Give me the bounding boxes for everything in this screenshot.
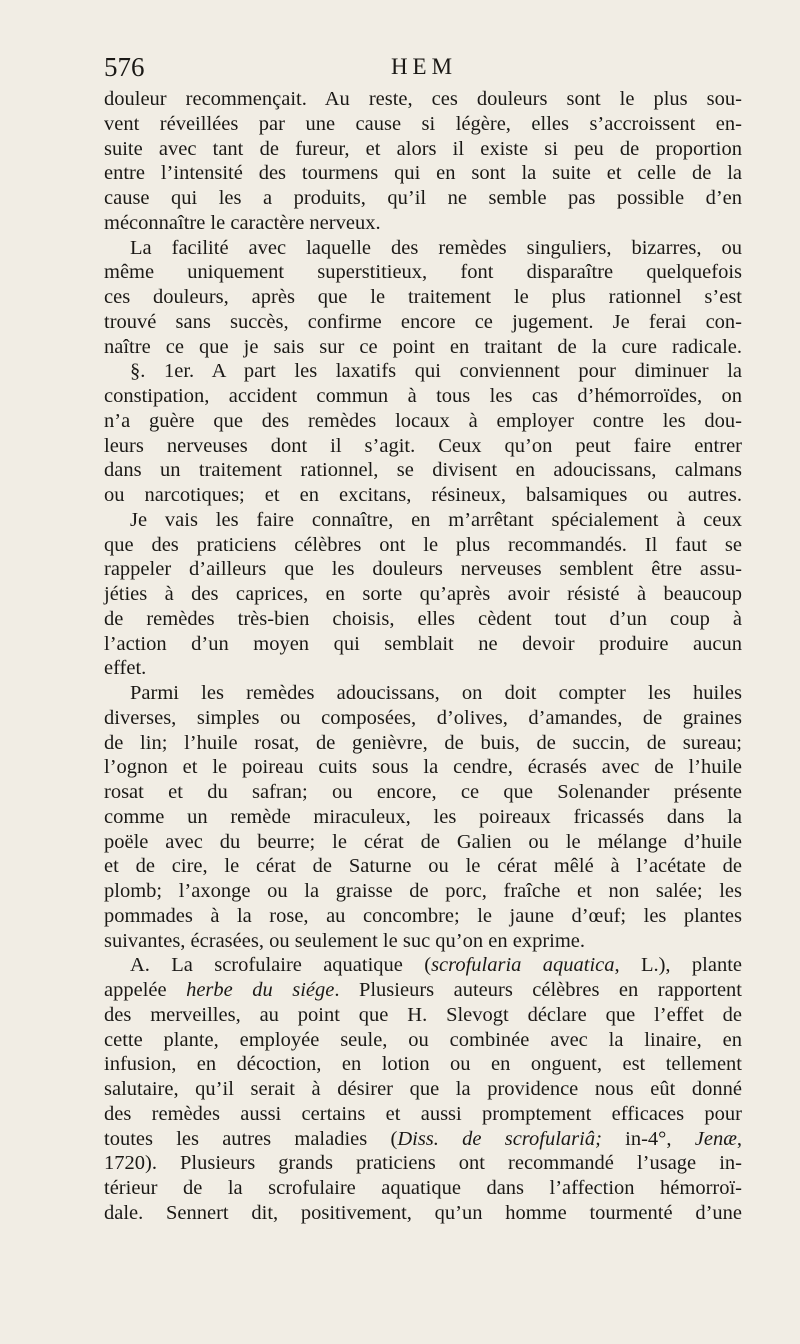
text-line — [104, 780, 742, 805]
text-segment: poële avec du beurre; le cérat de Galien ou le mélange d’huile — [104, 830, 742, 853]
text-line — [104, 285, 742, 310]
text-line — [104, 557, 742, 582]
text-segment: l’ognon et le poireau cuits sous la cendre, écrasés avec de l’huile — [104, 756, 742, 779]
text-segment: de lin; l’huile rosat, de genièvre, de buis, de succin, de sureau; — [104, 731, 742, 754]
text-segment: ou narcotiques; et en excitans, résineux, balsamiques ou autres. — [104, 484, 742, 506]
text-segment: . Plusieurs auteurs célèbres en rapportent — [334, 979, 742, 1001]
text-line — [104, 1028, 742, 1053]
text-segment: trouvé sans succès, confirme encore ce jugement. Je ferai con- — [104, 310, 742, 333]
body-text — [104, 87, 742, 1226]
text-segment: leurs nerveuses dont il s’agit. Ceux qu’on peut faire entrer — [104, 434, 742, 457]
text-segment: rosat et du safran; ou encore, ce que Solenander présente — [104, 781, 742, 803]
text-segment: plomb; l’axonge ou la graisse de porc, fraîche et non salée; les — [104, 880, 742, 902]
text-line — [104, 1003, 742, 1028]
text-segment: vent réveillées par une cause si légère, elles s’accroissent en- — [104, 112, 742, 135]
text-segment: appelée — [104, 979, 187, 1001]
text-line — [104, 1102, 742, 1127]
text-line — [104, 384, 742, 409]
text-segment: La facilité avec laquelle des remèdes singuliers, bizarres, ou — [130, 236, 742, 259]
text-segment: salutaire, qu’il serait à désirer que la providence nous eût donné — [104, 1078, 742, 1100]
text-segment: suite avec tant de fureur, et alors il existe si peu de proportion — [104, 137, 742, 160]
text-segment: pommades à la rose, au concombre; le jaune d’œuf; les plantes — [104, 904, 742, 927]
text-segment: A. La scrofulaire aquatique ( — [130, 954, 432, 977]
text-segment: infusion, en décoction, en lotion ou en onguent, est tellement — [104, 1053, 742, 1076]
text-line — [104, 409, 742, 434]
text-line — [104, 755, 742, 780]
text-segment: ces douleurs, après que le traitement le plus rationnel s’est — [104, 286, 742, 308]
page-number: 576 — [104, 52, 145, 82]
text-line — [104, 805, 742, 830]
text-line — [104, 260, 742, 285]
text-line — [104, 1052, 742, 1077]
text-line — [104, 904, 742, 929]
text-segment: des remèdes aussi certains et aussi promptement efficaces pour — [104, 1102, 742, 1125]
text-line — [104, 1127, 742, 1152]
text-line — [104, 1176, 742, 1201]
text-segment: Parmi les remèdes adoucissans, on doit compter les huiles — [130, 682, 742, 704]
text-segment: , L.), plante — [614, 954, 742, 977]
italic-text: Jenæ — [694, 1127, 737, 1150]
text-segment: térieur de la scrofulaire aquatique dans l’affection hémorroï- — [104, 1177, 742, 1199]
text-line — [104, 854, 742, 879]
text-line — [104, 632, 742, 657]
text-line — [104, 186, 742, 211]
text-segment: toutes les autres maladies ( — [104, 1127, 398, 1150]
text-line — [104, 211, 742, 236]
text-line — [104, 310, 742, 335]
text-line — [104, 161, 742, 186]
text-segment: §. 1er. A part les laxatifs qui conviennent pour diminuer la — [130, 360, 742, 383]
text-line — [104, 359, 742, 384]
text-line — [104, 681, 742, 706]
text-segment: diverses, simples ou composées, d’olives, d’amandes, de graines — [104, 706, 742, 729]
text-line — [104, 137, 742, 162]
text-segment: que des praticiens célèbres ont le plus recommandés. Il faut se — [104, 533, 742, 556]
text-line — [104, 607, 742, 632]
text-segment: rappeler d’ailleurs que les douleurs nerveuses semblent être assu- — [104, 558, 742, 581]
text-segment: douleur recommençait. Au reste, ces douleurs sont le plus sou- — [104, 88, 742, 110]
text-line — [104, 879, 742, 904]
text-line — [104, 706, 742, 731]
text-segment: constipation, accident commun à tous les cas d’hémorroïdes, on — [104, 385, 742, 407]
page-header — [104, 52, 744, 88]
text-segment: , — [736, 1127, 742, 1150]
text-line — [104, 483, 742, 508]
text-line — [104, 656, 742, 681]
text-segment: naître ce que je sais sur ce point en traitant de la cure radicale. — [104, 335, 742, 358]
text-segment: comme un remède miraculeux, les poireaux fricassés dans la — [104, 805, 742, 828]
text-line — [104, 458, 742, 483]
text-segment: cette plante, employée seule, ou combinée avec la linaire, en — [104, 1028, 742, 1051]
text-line — [104, 508, 742, 533]
text-line — [104, 1077, 742, 1102]
text-line — [104, 830, 742, 855]
text-line — [104, 112, 742, 137]
text-segment: in-4°, — [601, 1127, 695, 1150]
text-line — [104, 953, 742, 978]
text-line — [104, 978, 742, 1003]
text-line — [104, 533, 742, 558]
text-segment: de remèdes très-bien choisis, elles cèdent tout d’un coup à — [104, 607, 742, 630]
text-segment: 1720). Plusieurs grands praticiens ont recommandé l’usage in- — [104, 1152, 742, 1175]
text-segment: effet. — [104, 657, 147, 680]
text-line — [104, 582, 742, 607]
text-line — [104, 87, 742, 112]
italic-text: scrofularia aquatica — [431, 954, 615, 977]
text-line — [104, 434, 742, 459]
text-segment: des merveilles, au point que H. Slevogt déclare que l’effet de — [104, 1003, 742, 1026]
text-segment: et de cire, le cérat de Saturne ou le cérat mêlé à l’acétate de — [104, 855, 742, 878]
text-segment: dale. Sennert dit, positivement, qu’un homme tourmenté d’une — [104, 1201, 742, 1224]
running-head: HEM — [390, 54, 458, 79]
italic-text: Diss. de scrofulariâ; — [397, 1127, 602, 1150]
text-segment: Je vais les faire connaître, en m’arrêtant spécialement à ceux — [130, 508, 742, 531]
text-line — [104, 1201, 742, 1226]
text-segment: cause qui les a produits, qu’il ne semble pas possible d’en — [104, 187, 742, 209]
text-line — [104, 929, 742, 954]
text-line — [104, 731, 742, 756]
text-segment: entre l’intensité des tourmens qui en sont la suite et celle de la — [104, 162, 742, 185]
text-line — [104, 335, 742, 360]
text-segment: même uniquement superstitieux, font disparaître quelquefois — [104, 261, 742, 284]
text-segment: suivantes, écrasées, ou seulement le suc qu’on en exprime. — [104, 929, 586, 952]
text-segment: dans un traitement rationnel, se divisent en adoucissans, calmans — [104, 459, 742, 482]
text-segment: n’a guère que des remèdes locaux à employer contre les dou- — [104, 409, 742, 432]
text-segment: méconnaître le caractère nerveux. — [104, 211, 381, 234]
text-segment: l’action d’un moyen qui semblait ne devoir produire aucun — [104, 632, 742, 655]
italic-text: herbe du siége — [186, 979, 335, 1001]
text-line — [104, 236, 742, 261]
text-line — [104, 1151, 742, 1176]
text-segment: jéties à des caprices, en sorte qu’après avoir résisté à beaucoup — [104, 583, 742, 605]
